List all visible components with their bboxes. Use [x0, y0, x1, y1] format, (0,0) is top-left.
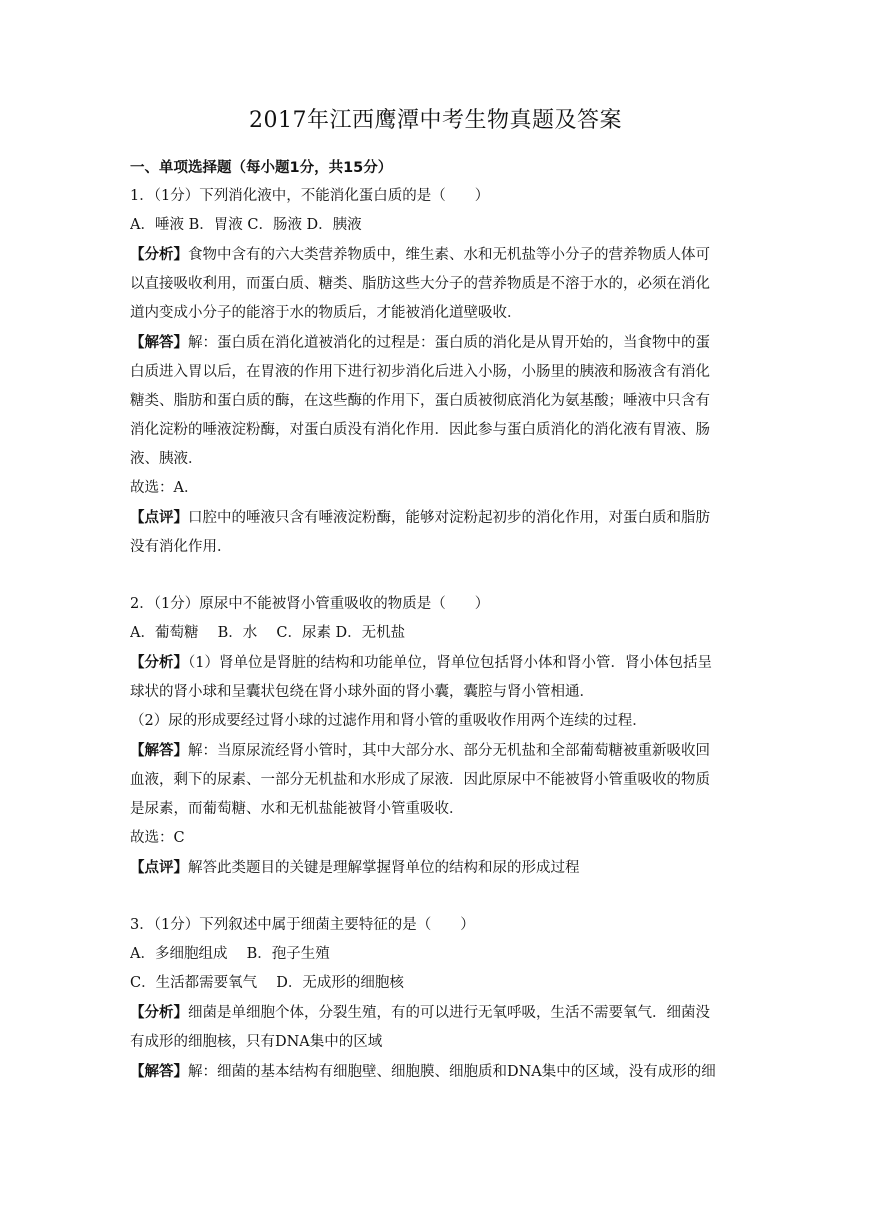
question-options: A．多细胞组成 B．孢子生殖 — [130, 946, 330, 962]
answer-line: 液、胰液． — [130, 451, 203, 467]
comment-line: 【点评】解答此类题目的关键是理解掌握肾单位的结构和尿的形成过程 — [130, 859, 580, 876]
question-stem: 3．（1分）下列叙述中属于细菌主要特征的是（ ） — [130, 917, 475, 933]
choice-line: 故选：C — [130, 830, 185, 846]
section-heading: 一、单项选择题（每小题1分，共15分） — [130, 160, 393, 176]
analysis-tag: 【分析】 — [130, 1004, 188, 1021]
answer-line: 糖类、脂肪和蛋白质的酶，在这些酶的作用下，蛋白质被彻底消化为氨基酸；唾液中只含有 — [130, 393, 710, 409]
question-options: C．生活都需要氧气 D．无成形的细胞核 — [130, 975, 404, 991]
answer-line: 【解答】解：细菌的基本结构有细胞壁、细胞膜、细胞质和DNA集中的区域，没有成形的细 — [130, 1063, 716, 1080]
answer-line: 消化淀粉的唾液淀粉酶，对蛋白质没有消化作用．因此参与蛋白质消化的消化液有胃液、肠 — [130, 422, 710, 438]
answer-tag: 【解答】 — [130, 1063, 188, 1080]
question-3 — [130, 911, 741, 1087]
answer-line: 【解答】解：蛋白质在消化道被消化的过程是：蛋白质的消化是从胃开始的，当食物中的蛋 — [130, 334, 710, 351]
question-2 — [130, 590, 741, 883]
analysis-line: 【分析】（1）肾单位是肾脏的结构和功能单位，肾单位包括肾小体和肾小管．肾小体包括呈 — [130, 654, 712, 671]
answer-line: 血液，剩下的尿素、一部分无机盐和水形成了尿液．因此原尿中不能被肾小管重吸收的物质 — [130, 772, 710, 788]
answer-line: 【解答】解：当原尿流经肾小管时，其中大部分水、部分无机盐和全部葡萄糖被重新吸收回 — [130, 742, 710, 759]
analysis-line: 道内变成小分子的能溶于水的物质后，才能被消化道壁吸收． — [130, 305, 522, 321]
analysis-line: 球状的肾小球和呈囊状包绕在肾小球外面的肾小囊，囊腔与肾小管相通． — [130, 684, 594, 700]
answer-tag: 【解答】 — [130, 334, 188, 351]
question-stem: 2．（1分）原尿中不能被肾小管重吸收的物质是（ ） — [130, 596, 490, 612]
comment-tag: 【点评】 — [130, 509, 188, 526]
comment-line: 【点评】口腔中的唾液只含有唾液淀粉酶，能够对淀粉起初步的消化作用，对蛋白质和脂肪 — [130, 509, 710, 526]
choice-line: 故选：A． — [130, 480, 199, 496]
answer-line: 白质进入胃以后，在胃液的作用下进行初步消化后进入小肠，小肠里的胰液和肠液含有消化 — [130, 364, 710, 380]
analysis-line: 【分析】食物中含有的六大类营养物质中，维生素、水和无机盐等小分子的营养物质人体可 — [130, 246, 710, 263]
answer-tag: 【解答】 — [130, 742, 188, 759]
question-1 — [130, 182, 741, 562]
analysis-line: 以直接吸收利用，而蛋白质、糖类、脂肪这些大分子的营养物质是不溶于水的，必须在消化 — [130, 276, 710, 292]
spacer — [130, 562, 741, 590]
question-stem: 1．（1分）下列消化液中，不能消化蛋白质的是（ ） — [130, 188, 490, 204]
analysis-tag: 【分析】 — [130, 246, 188, 263]
analysis-line: 【分析】细菌是单细胞个体，分裂生殖，有的可以进行无氧呼吸，生活不需要氧气．细菌没 — [130, 1004, 710, 1021]
question-options: A．唾液 B．胃液 C．肠液 D．胰液 — [130, 217, 362, 233]
comment-line: 没有消化作用． — [130, 539, 232, 555]
analysis-line: 有成形的细胞核，只有DNA集中的区域 — [130, 1034, 383, 1050]
analysis-line: （2）尿的形成要经过肾小球的过滤作用和肾小管的重吸收作用两个连续的过程． — [130, 713, 647, 729]
question-options: A．葡萄糖 B．水 C．尿素 D．无机盐 — [130, 625, 406, 641]
analysis-tag: 【分析】 — [130, 654, 188, 671]
comment-tag: 【点评】 — [130, 859, 188, 876]
spacer — [130, 883, 741, 911]
answer-line: 是尿素，而葡萄糖、水和无机盐能被肾小管重吸收． — [130, 801, 464, 817]
document-title: 2017年江西鹰潭中考生物真题及答案 — [249, 108, 622, 133]
